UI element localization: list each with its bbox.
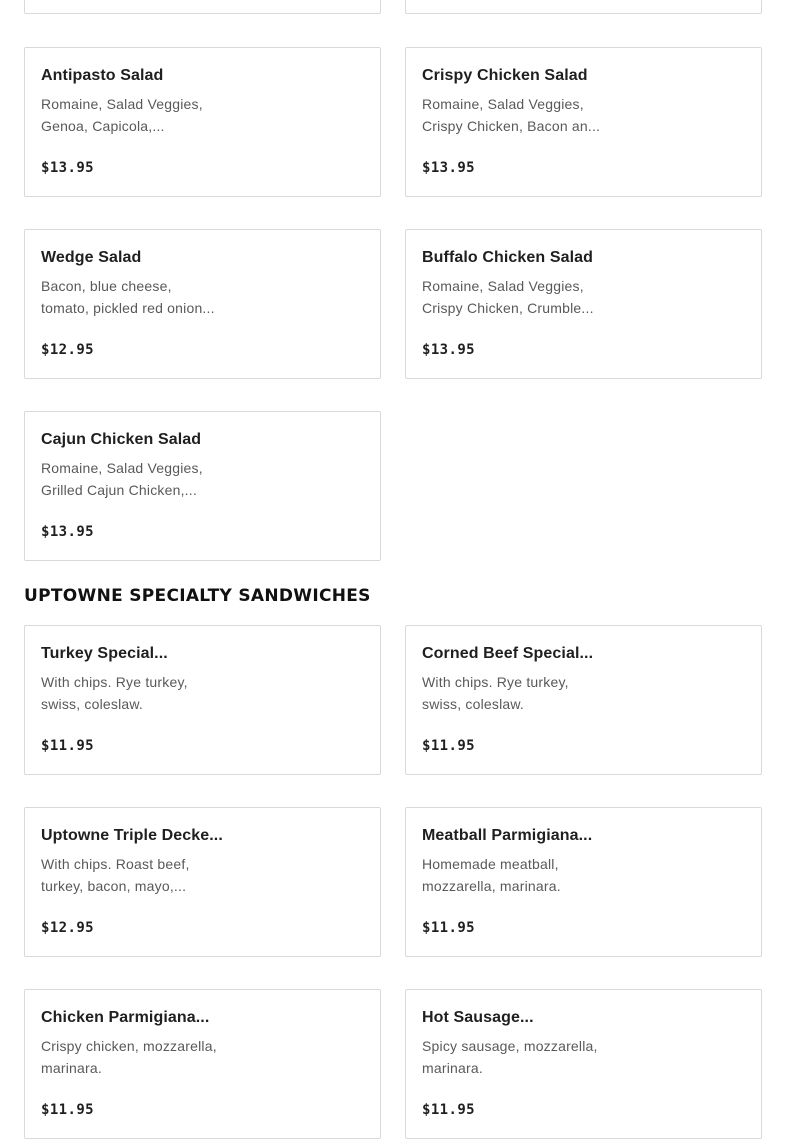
menu-item-description-line: Romaine, Salad Veggies, (422, 278, 584, 294)
menu-item-description-line: Grilled Cajun Chicken,... (41, 482, 197, 498)
menu-item-description-line: Romaine, Salad Veggies, (41, 96, 203, 112)
menu-item-card[interactable] (405, 989, 762, 1139)
menu-item-price: $11.95 (41, 1102, 94, 1118)
menu-item-card[interactable] (24, 625, 381, 775)
menu-item-name: Uptowne Triple Decke... (41, 827, 223, 844)
menu-item-description-line: swiss, coleslaw. (422, 696, 525, 712)
menu-item-description (41, 671, 241, 715)
menu-item-price: $11.95 (41, 738, 94, 754)
menu-item-price: $13.95 (422, 160, 475, 176)
menu-item-price: $11.95 (422, 920, 475, 936)
menu-item-description (422, 1035, 622, 1079)
menu-item-name: Chicken Parmigiana... (41, 1009, 210, 1026)
menu-item-description (422, 853, 622, 897)
menu-item-name: Corned Beef Special... (422, 645, 594, 662)
menu-item-name: Antipasto Salad (41, 67, 164, 84)
menu-item-card[interactable] (24, 411, 381, 561)
menu-item-description (41, 853, 241, 897)
menu-item-description (422, 275, 622, 319)
menu-item-description-line: Bacon, blue cheese, (41, 278, 172, 294)
menu-item-card[interactable] (24, 989, 381, 1139)
menu-item-name: Meatball Parmigiana... (422, 827, 593, 844)
menu-item-description-line: Crispy Chicken, Crumble... (422, 300, 594, 316)
menu-item-card[interactable] (24, 47, 381, 197)
menu-item-price: $13.95 (41, 524, 94, 540)
menu-item-description (41, 93, 241, 137)
menu-item-name: Turkey Special... (41, 645, 168, 662)
menu-item-description (422, 93, 622, 137)
menu-item-description-line: Crispy Chicken, Bacon an... (422, 118, 601, 134)
menu-item-price: $12.95 (41, 342, 94, 358)
menu-item-description-line: Crispy chicken, mozzarella, (41, 1038, 217, 1054)
menu-item-description-line: marinara. (41, 1060, 102, 1076)
menu-item-card-partial[interactable] (405, 0, 762, 14)
menu-item-description-line: marinara. (422, 1060, 483, 1076)
menu-item-description-line: Spicy sausage, mozzarella, (422, 1038, 598, 1054)
menu-item-card[interactable] (405, 229, 762, 379)
section-title: UPTOWNE SPECIALTY SANDWICHES (24, 586, 371, 606)
menu-item-price: $13.95 (41, 160, 94, 176)
menu-item-description-line: Homemade meatball, (422, 856, 559, 872)
menu-item-description (41, 275, 241, 319)
menu-item-name: Crispy Chicken Salad (422, 67, 588, 84)
menu-item-name: Cajun Chicken Salad (41, 431, 202, 448)
menu-item-name: Wedge Salad (41, 249, 142, 266)
menu-item-description-line: mozzarella, marinara. (422, 878, 561, 894)
menu-item-description (422, 671, 622, 715)
menu-item-card[interactable] (405, 47, 762, 197)
menu-item-description-line: Romaine, Salad Veggies, (41, 460, 203, 476)
menu-item-card-partial[interactable] (24, 0, 381, 14)
menu-item-description-line: Romaine, Salad Veggies, (422, 96, 584, 112)
menu-item-description (41, 1035, 241, 1079)
menu-item-name: Hot Sausage... (422, 1009, 534, 1026)
menu-item-card[interactable] (24, 807, 381, 957)
menu-item-description-line: Genoa, Capicola,... (41, 118, 165, 134)
menu-item-description-line: With chips. Roast beef, (41, 856, 190, 872)
menu-item-card[interactable] (405, 625, 762, 775)
menu-item-price: $11.95 (422, 1102, 475, 1118)
menu-item-price: $13.95 (422, 342, 475, 358)
menu-item-description-line: turkey, bacon, mayo,... (41, 878, 187, 894)
menu-item-description-line: With chips. Rye turkey, (41, 674, 188, 690)
menu-item-description-line: tomato, pickled red onion... (41, 300, 215, 316)
menu-item-description (41, 457, 241, 501)
menu-item-price: $12.95 (41, 920, 94, 936)
menu-item-price: $11.95 (422, 738, 475, 754)
menu-item-description-line: With chips. Rye turkey, (422, 674, 569, 690)
menu-item-card[interactable] (24, 229, 381, 379)
menu-item-description-line: swiss, coleslaw. (41, 696, 144, 712)
menu-item-card[interactable] (405, 807, 762, 957)
menu-item-name: Buffalo Chicken Salad (422, 249, 594, 266)
